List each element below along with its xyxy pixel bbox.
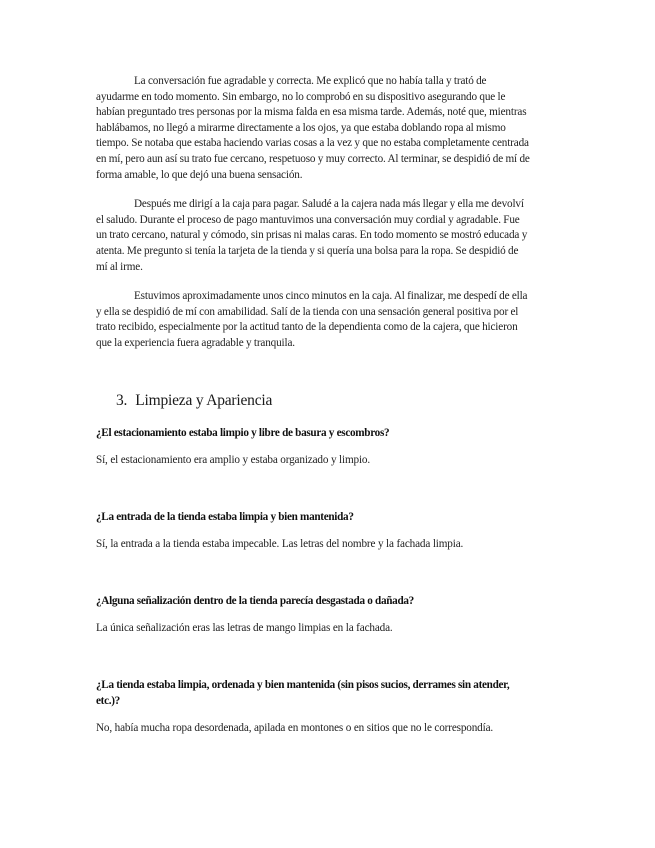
qa-item [96, 510, 530, 553]
question: ¿El estacionamiento estaba limpio y libre de basura y escombros? [96, 426, 390, 439]
question: ¿Alguna señalización dentro de la tienda parecía desgastada o dañada? [96, 594, 414, 607]
section-heading [116, 392, 530, 410]
section-number: 3. [116, 391, 128, 409]
body-paragraph: Después me dirigí a la caja para pagar. Saludé a la cajera nada más llegar y ella me devolví el saludo. Durante el proceso de pago mantuvimos una conversación muy cordial y agradable. Fue un trato cercano, natural y cómodo, sin prisas ni malas caras. En todo momento se mostró educada y atenta. Me pregunto si tenía la tarjeta de la tienda y si quería una bolsa para la ropa. Se despidió de mí al irme. [96, 198, 528, 273]
answer: Sí, la entrada a la tienda estaba impecable. Las letras del nombre y la fachada limpia. [96, 538, 464, 551]
answer: La única señalización eras las letras de mango limpias en la fachada. [96, 622, 393, 635]
qa-item [96, 594, 530, 637]
body-paragraph: Estuvimos aproximadamente unos cinco minutos en la caja. Al finalizar, me despedí de ella y ella se despidió de mí con amabilidad. Salí de la tienda con una sensación general positiva por el trato recibido, especialmente por la actitud tanto de la dependienta como de la cajera, que hicieron que la experiencia fuera agradable y tranquila. [96, 290, 528, 349]
answer: Sí, el estacionamiento era amplio y estaba organizado y limpio. [96, 454, 370, 467]
question: ¿La tienda estaba limpia, ordenada y bien mantenida (sin pisos sucios, derrames sin atender, etc.)? [96, 679, 510, 707]
document-content [96, 74, 530, 737]
qa-item [96, 426, 530, 469]
body-paragraph: La conversación fue agradable y correcta. Me explicó que no había talla y trató de ayudarme en todo momento. Sin embargo, no lo comprobó en su dispositivo asegurando que le habían preguntado tres personas por la misma falda en esa misma tarde. Además, noté que, mientras hablábamos, no llegó a mirarme directamente a los ojos, ya que estaba doblando ropa al mismo tiempo. Se notaba que estaba haciendo varias cosas a la vez y que no estaba completamente centrada en mí, pero aun así su trato fue cercano, respetuoso y muy correcto. Al terminar, se despidió de mí de forma amable, lo que dejó una buena sensación. [96, 75, 530, 181]
qa-item [96, 678, 530, 737]
answer: No, había mucha ropa desordenada, apilada en montones o en sitios que no le correspondía. [96, 722, 494, 735]
section-title: Limpieza y Apariencia [135, 391, 273, 409]
question: ¿La entrada de la tienda estaba limpia y bien mantenida? [96, 510, 354, 523]
